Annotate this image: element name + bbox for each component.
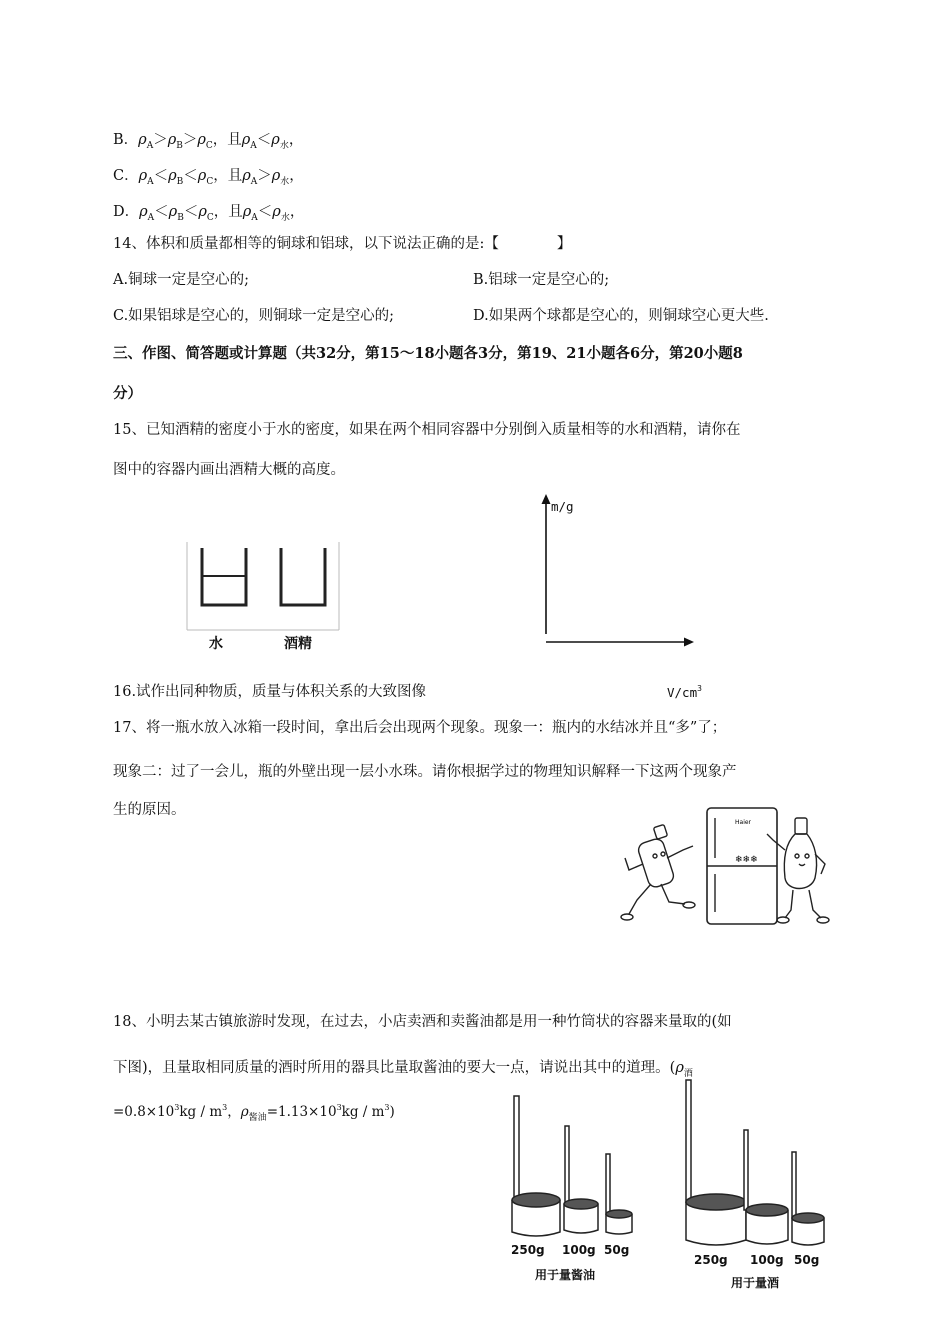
q16-text: 16.试作出同种物质，质量与体积关系的大致图像 — [113, 684, 427, 700]
wine-measure-100g — [744, 1130, 788, 1244]
q13-option-d: D．$\rho_A<\rho_B<\rho_C$，且$\rho_A<\rho_水$， — [113, 204, 305, 223]
q14-option-a: A.铜球一定是空心的; — [113, 272, 249, 288]
soy-measure-50g — [606, 1154, 632, 1234]
q14-stem: 14、体积和质量都相等的铜球和铝球，以下说法正确的是:【 】 — [113, 236, 572, 252]
y-axis-arrow — [542, 494, 551, 504]
label-water: 水 — [209, 636, 223, 652]
q17-text-cont: 现象二：过了一会儿，瓶的外壁出现一层小水珠。请你根据学过的物理知识解释一下这两个现象产 — [113, 764, 737, 780]
running-bottle — [621, 824, 695, 920]
soy-sauce-measures — [500, 1092, 650, 1242]
fridge-cartoon — [615, 800, 840, 930]
q13-option-c: C．$\rho_A<\rho_B<\rho_C$，且$\rho_A>\rho_水$， — [113, 168, 304, 187]
soy-cap-250: 250g — [511, 1243, 545, 1257]
x-axis-label: $V/cm^3$ — [667, 684, 702, 700]
soy-cap-100: 100g — [562, 1243, 596, 1257]
q18-text: 18、小明去某古镇旅游时发现，在过去，小店卖酒和卖酱油都是用一种竹筒状的容器来量取的(如 — [113, 1014, 732, 1030]
q18-density-values: $=0.8\times 10^3kg / m^3$，$\rho_{酱油}=1.13\times 10^3kg / m^3$) — [113, 1103, 395, 1123]
q14-option-b: B.铝球一定是空心的; — [473, 272, 610, 288]
section-3-heading: 三、作图、简答题或计算题（共32分，第15～18小题各3分，第19、21小题各6分，第20小题8 — [113, 345, 743, 362]
wine-measure-250g — [686, 1080, 746, 1245]
wine-measure-50g — [792, 1152, 824, 1245]
soy-title: 用于量酱油 — [535, 1268, 596, 1282]
q14-option-c: C.如果铝球是空心的，则铜球一定是空心的; — [113, 308, 395, 324]
q17-text: 17、将一瓶水放入冰箱一段时间，拿出后会出现两个现象。现象一：瓶内的水结冰并且“多”了； — [113, 720, 727, 736]
soy-measure-250g — [512, 1096, 560, 1236]
wine-cap-50: 50g — [794, 1253, 820, 1267]
fridge-brand: Haier — [735, 819, 752, 826]
label-alcohol: 酒精 — [284, 636, 312, 652]
soy-measure-100g — [564, 1126, 598, 1233]
q14-option-d: D.如果两个球都是空心的，则铜球空心更大些. — [473, 308, 769, 324]
y-axis-label: m/g — [551, 499, 574, 514]
wine-title: 用于量酒 — [731, 1276, 780, 1290]
q18-text-cont: 下图)，且量取相同质量的酒时所用的器具比量取酱油的要大一点，请说出其中的道理。($\rho_酒$ — [113, 1060, 693, 1079]
q16-axes — [538, 492, 698, 654]
fridge-marks: ❄❄❄ — [735, 855, 758, 865]
q15-text: 15、已知酒精的密度小于水的密度，如果在两个相同容器中分别倒入质量相等的水和酒精，请你在 — [113, 422, 741, 438]
q17-text-cont2: 生的原因。 — [113, 802, 186, 818]
wine-cap-100: 100g — [750, 1253, 784, 1267]
wine-measures — [680, 1078, 840, 1254]
section-3-heading-cont: 分） — [113, 385, 142, 402]
q13-option-b: B．$\rho_A>\rho_B>\rho_C$，且$\rho_A<\rho_水$， — [113, 132, 304, 151]
x-axis-arrow — [684, 638, 694, 647]
alcohol-container — [281, 548, 325, 605]
wine-cap-250: 250g — [694, 1253, 728, 1267]
q15-text-cont: 图中的容器内画出酒精大概的高度。 — [113, 462, 345, 478]
soy-cap-50: 50g — [604, 1243, 630, 1257]
